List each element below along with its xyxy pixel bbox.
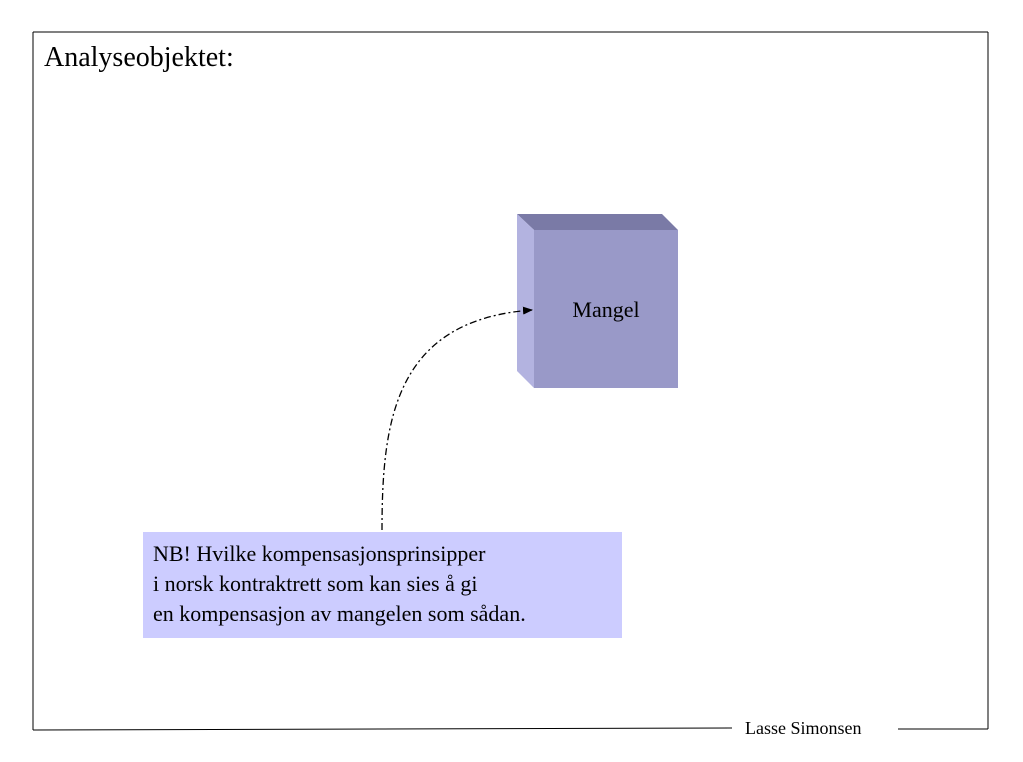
mangel-box-side-face <box>517 214 534 388</box>
note-box <box>143 532 622 638</box>
note-line: NB! Hvilke kompensasjonsprinsipper <box>153 541 486 566</box>
note-line: i norsk kontraktrett som kan sies å gi <box>153 571 478 596</box>
footer-author: Lasse Simonsen <box>737 716 870 740</box>
connector-arrow <box>382 310 532 530</box>
mangel-box-label: Mangel <box>572 297 640 322</box>
slide-title: Analyseobjektet: <box>44 42 234 73</box>
slide-border-bottom-left <box>33 728 732 730</box>
mangel-box-top-face <box>517 214 678 230</box>
note-line: en kompensasjon av mangelen som sådan. <box>153 601 526 626</box>
